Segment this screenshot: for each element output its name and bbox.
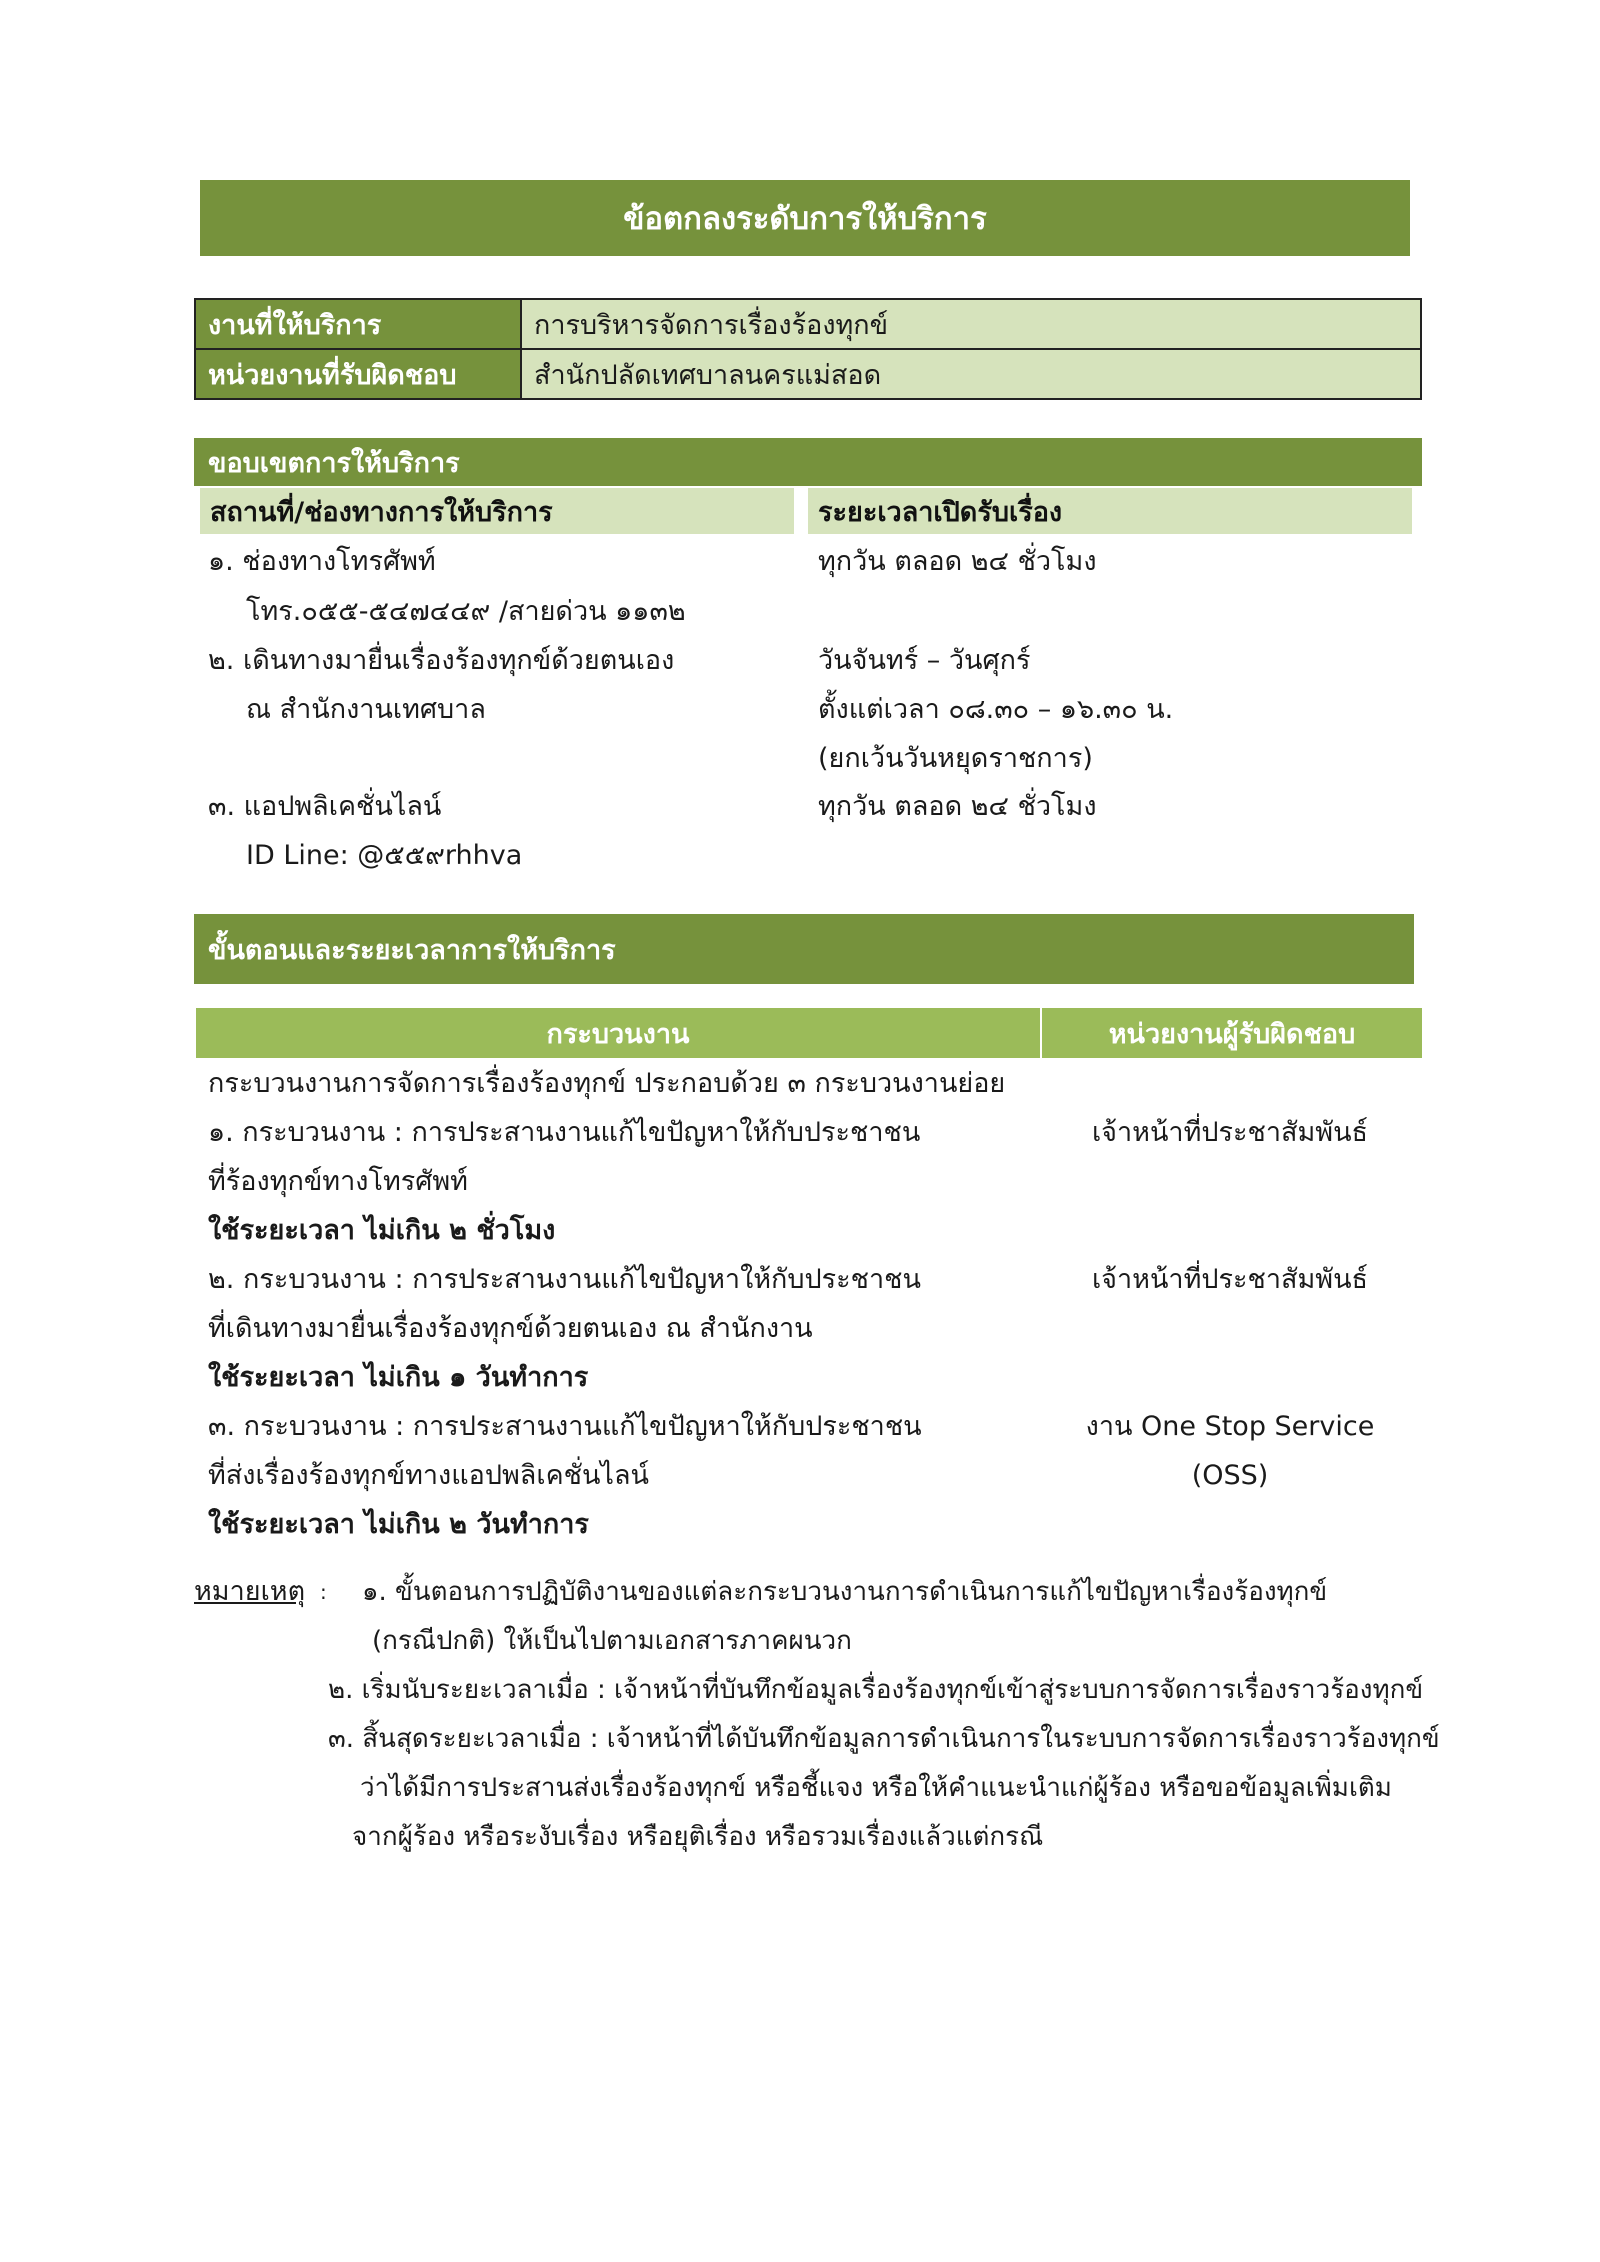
- process-item-3-unit-1: งาน One Stop Service: [1085, 1411, 1375, 1442]
- process-item-2-time: ใช้ระยะเวลา ไม่เกิน ๑ วันทำการ: [208, 1362, 589, 1393]
- notes-colon: :: [320, 1580, 327, 1604]
- note-line-4: ๓. สิ้นสุดระยะเวลาเมื่อ : เจ้าหน้าที่ได้บันทึกข้อมูลการดำเนินการในระบบการจัดการเรื่องราวร้องทุกข์: [328, 1724, 1440, 1754]
- process-item-1-time: ใช้ระยะเวลา ไม่เกิน ๒ ชั่วโมง: [208, 1215, 556, 1246]
- note-line-5: ว่าได้มีการประสานส่งเรื่องร้องทุกข์ หรือชี้แจง หรือให้คำแนะนำแก่ผู้ร้อง หรือขอข้อมูลเพิ่มเติม: [360, 1773, 1392, 1803]
- scope-row-2-time-2: ตั้งแต่เวลา ๐๘.๓๐ – ๑๖.๓๐ น.: [818, 694, 1174, 725]
- unit-label: หน่วยงานที่รับผิดชอบ: [195, 349, 521, 399]
- process-item-2-line-2: ที่เดินทางมายื่นเรื่องร้องทุกข์ด้วยตนเอง ณ สำนักงาน: [208, 1313, 813, 1344]
- scope-heading: ขอบเขตการให้บริการ: [194, 438, 1422, 486]
- scope-row-3-place-1: ๓. แอปพลิเคชั่นไลน์: [208, 791, 442, 822]
- scope-row-2-time-1: วันจันทร์ – วันศุกร์: [818, 645, 1031, 676]
- process-intro: กระบวนงานการจัดการเรื่องร้องทุกข์ ประกอบด้วย ๓ กระบวนงานย่อย: [208, 1068, 1006, 1099]
- process-item-3-line-1: ๓. กระบวนงาน : การประสานงานแก้ไขปัญหาให้กับประชาชน: [208, 1411, 922, 1442]
- scope-col-place: สถานที่/ช่องทางการให้บริการ: [200, 488, 794, 534]
- note-line-3: ๒. เริ่มนับระยะเวลาเมื่อ : เจ้าหน้าที่บันทึกข้อมูลเรื่องร้องทุกข์เข้าสู่ระบบการจัดการเรื่องราวร้องทุกข์: [328, 1675, 1424, 1705]
- process-heading: ขั้นตอนและระยะเวลาการให้บริการ: [194, 914, 1414, 984]
- scope-row-3-time-1: ทุกวัน ตลอด ๒๔ ชั่วโมง: [818, 791, 1097, 822]
- process-col-unit: หน่วยงานผู้รับผิดชอบ: [1042, 1008, 1422, 1058]
- process-item-3-line-2: ที่ส่งเรื่องร้องทุกข์ทางแอปพลิเคชั่นไลน์: [208, 1460, 649, 1491]
- process-item-2-unit: เจ้าหน้าที่ประชาสัมพันธ์: [1091, 1264, 1369, 1295]
- scope-row-2-place-1: ๒. เดินทางมายื่นเรื่องร้องทุกข์ด้วยตนเอง: [208, 645, 675, 676]
- unit-value: สำนักปลัดเทศบาลนครแม่สอด: [521, 349, 1421, 399]
- scope-row-1-place-2: โทร.๐๕๕-๕๔๗๔๔๙ /สายด่วน ๑๑๓๒: [246, 596, 686, 627]
- process-item-3-unit-2: (OSS): [1191, 1460, 1269, 1491]
- scope-row-2-place-2: ณ สำนักงานเทศบาล: [246, 694, 486, 725]
- scope-row-1-time-1: ทุกวัน ตลอด ๒๔ ชั่วโมง: [818, 546, 1097, 577]
- scope-col-time: ระยะเวลาเปิดรับเรื่อง: [808, 488, 1412, 534]
- service-value: การบริหารจัดการเรื่องร้องทุกข์: [521, 299, 1421, 349]
- document-title: ข้อตกลงระดับการให้บริการ: [200, 180, 1410, 256]
- notes-label: หมายเหตุ: [194, 1576, 306, 1607]
- process-item-1-unit: เจ้าหน้าที่ประชาสัมพันธ์: [1091, 1117, 1369, 1148]
- process-col-process: กระบวนงาน: [196, 1008, 1040, 1058]
- note-line-2: (กรณีปกติ) ให้เป็นไปตามเอกสารภาคผนวก: [372, 1626, 852, 1656]
- note-line-6: จากผู้ร้อง หรือระงับเรื่อง หรือยุติเรื่อง หรือรวมเรื่องแล้วแต่กรณี: [352, 1822, 1044, 1852]
- process-item-1-line-2: ที่ร้องทุกข์ทางโทรศัพท์: [208, 1166, 468, 1197]
- service-row: [195, 299, 1421, 349]
- process-item-2-line-1: ๒. กระบวนงาน : การประสานงานแก้ไขปัญหาให้กับประชาชน: [208, 1264, 921, 1295]
- service-info-table: [194, 298, 1422, 400]
- unit-row: [195, 349, 1421, 399]
- service-label: งานที่ให้บริการ: [195, 299, 521, 349]
- process-item-3-time: ใช้ระยะเวลา ไม่เกิน ๒ วันทำการ: [208, 1509, 589, 1540]
- scope-row-1-place-1: ๑. ช่องทางโทรศัพท์: [208, 546, 436, 577]
- process-item-1-line-1: ๑. กระบวนงาน : การประสานงานแก้ไขปัญหาให้กับประชาชน: [208, 1117, 921, 1148]
- scope-row-3-place-2: ID Line: @๕๕๙rhhva: [246, 840, 523, 871]
- note-line-1: ๑. ขั้นตอนการปฏิบัติงานของแต่ละกระบวนงานการดำเนินการแก้ไขปัญหาเรื่องร้องทุกข์: [362, 1577, 1328, 1607]
- scope-row-2-time-3: (ยกเว้นวันหยุดราชการ): [818, 743, 1093, 774]
